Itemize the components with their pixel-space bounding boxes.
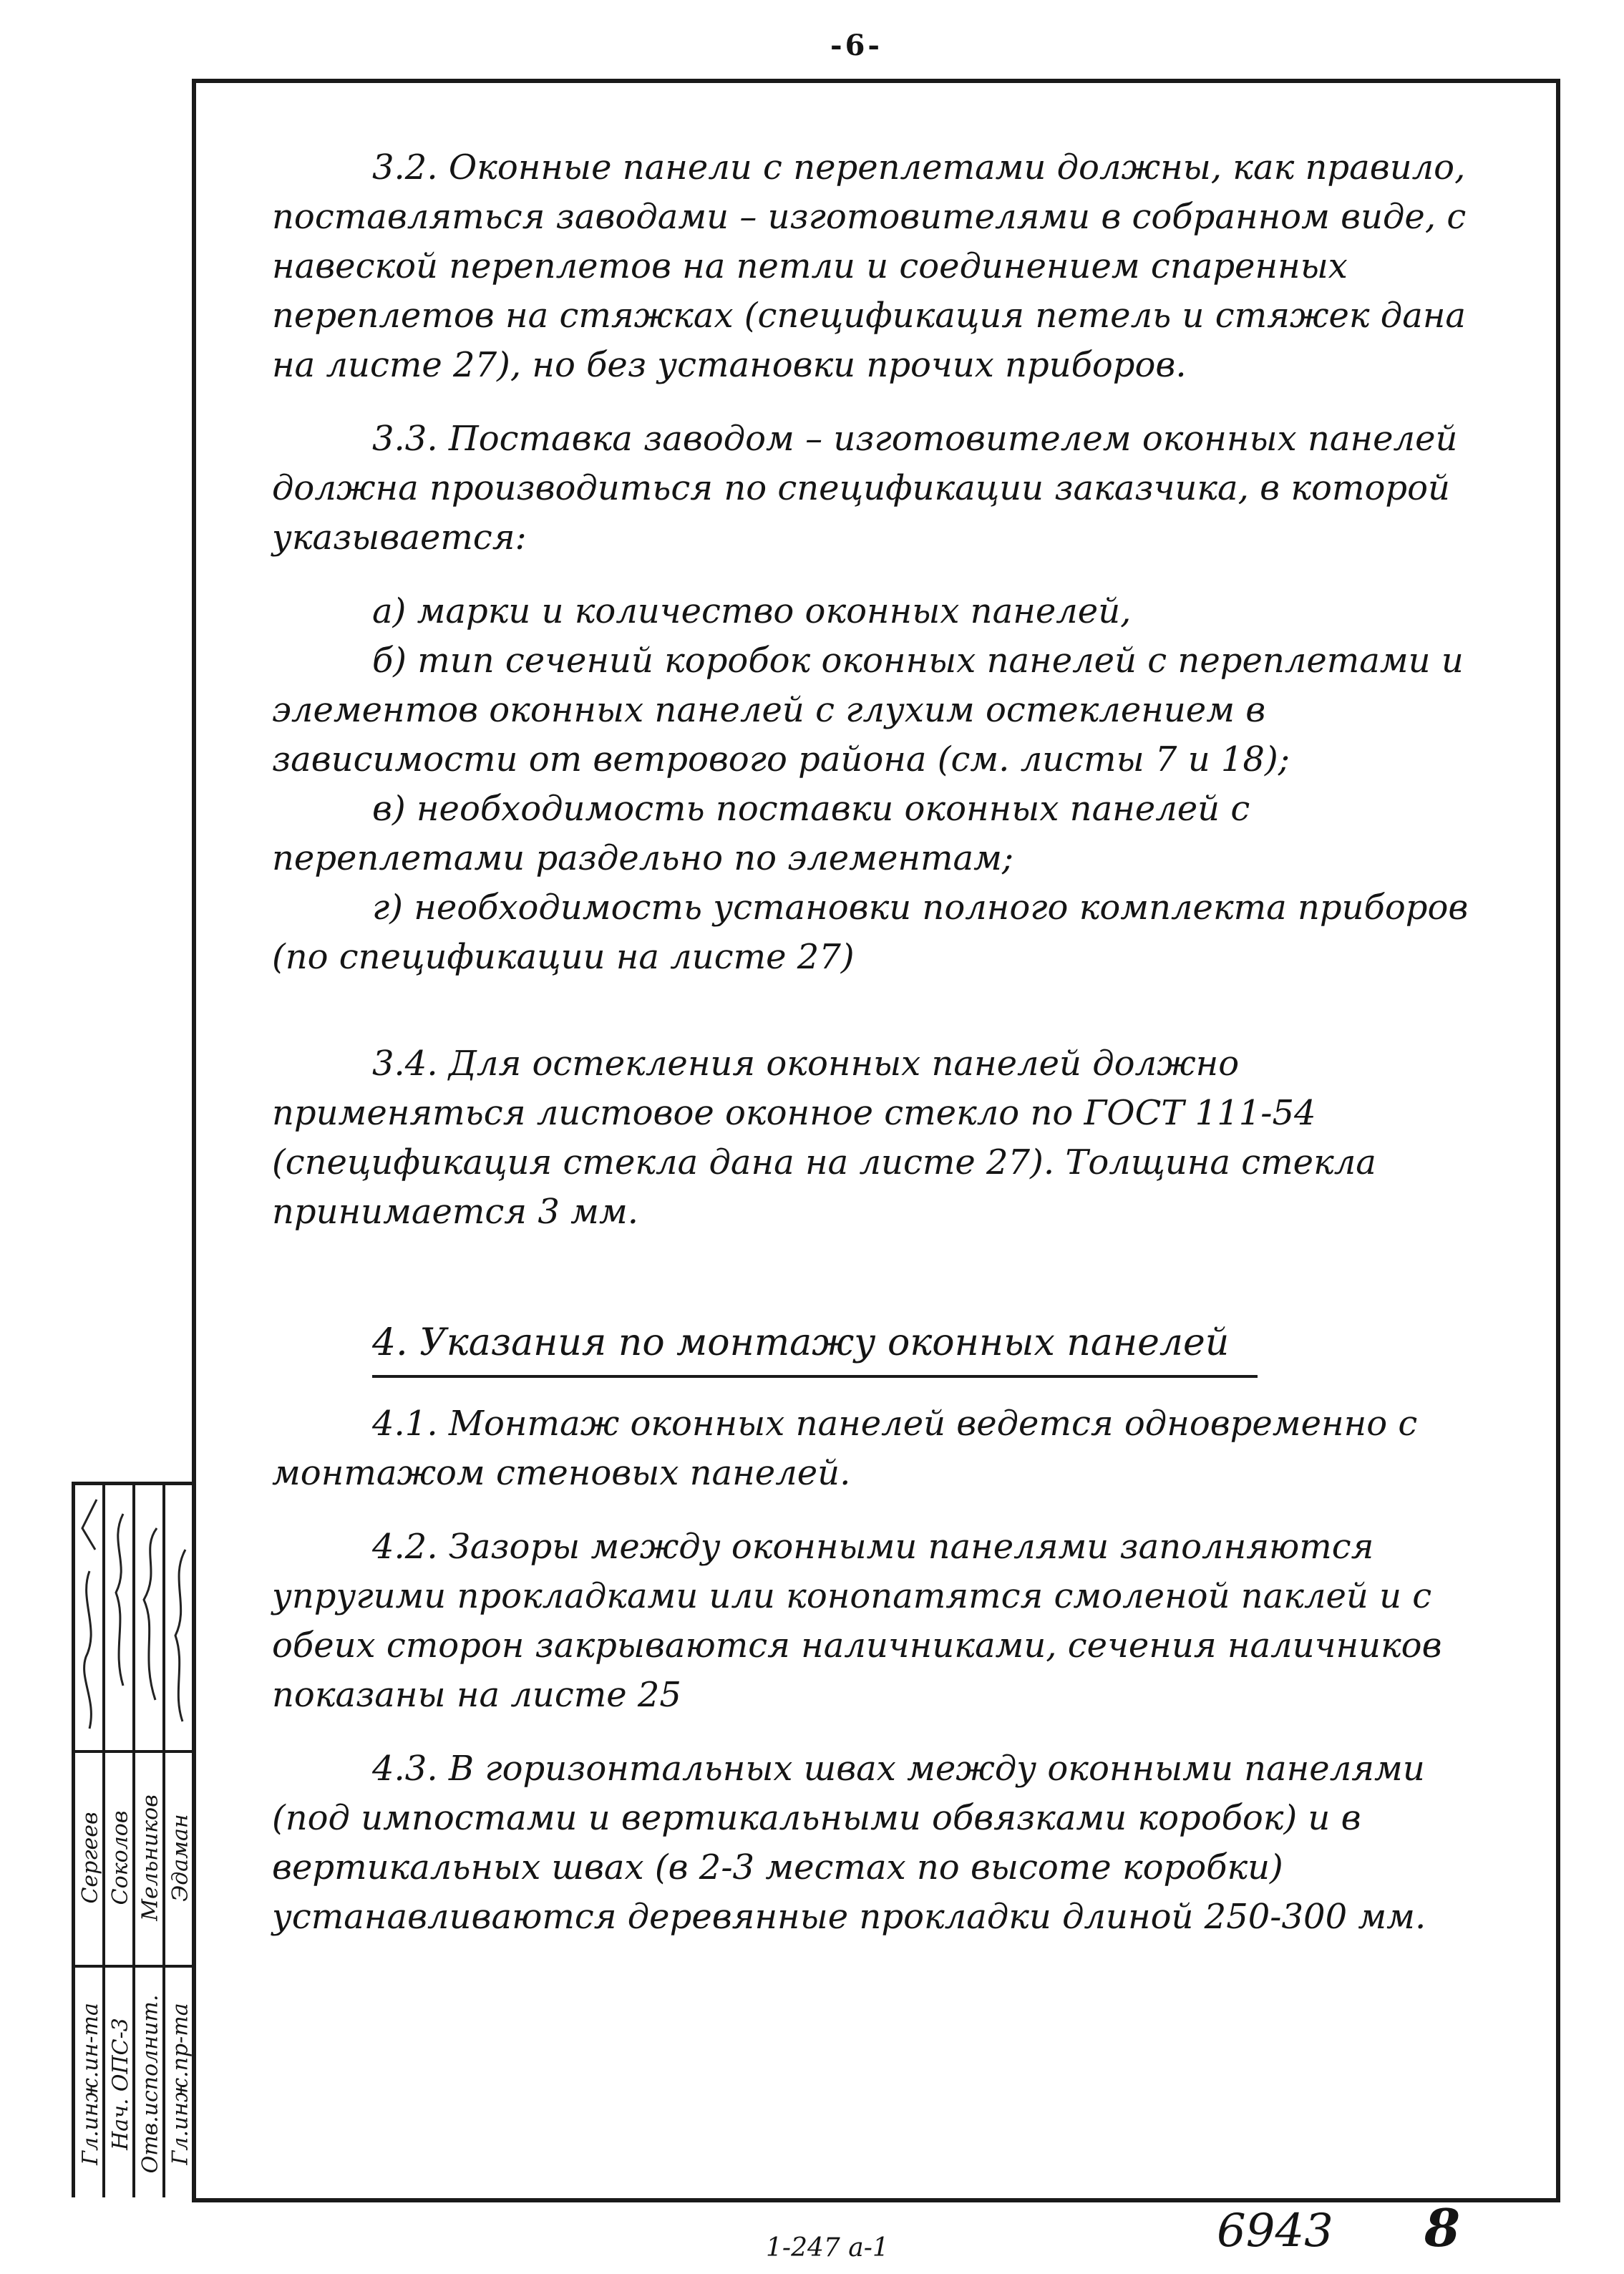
section-4-heading: 4. Указания по монтажу оконных панелей <box>372 1318 1258 1378</box>
document-body <box>272 143 1489 1966</box>
signature-2 <box>105 1485 135 1753</box>
list-item-v: в) необходимость поставки оконных панелей с переплетами раздельно по элементам; <box>272 789 1250 878</box>
title-block-row-3 <box>135 1485 165 2197</box>
signature-4 <box>165 1485 195 1753</box>
title-block-row-4 <box>165 1485 195 2197</box>
footer-number: 6943 <box>1217 2205 1333 2258</box>
list-item-g: г) необходимость установки полного комплекта приборов (по спецификации на листе 27) <box>272 888 1469 977</box>
footer-sheet-number: 8 <box>1424 2197 1461 2258</box>
title-block-name: Эдаман <box>167 1813 193 1902</box>
title-block-name: Мельников <box>137 1794 163 1921</box>
title-block-name: Сергеев <box>77 1811 103 1904</box>
title-block-role: Отв.исполнит. <box>135 1965 165 2200</box>
list-item-b: б) тип сечений коробок оконных панелей с переплетами и элементов оконных панелей с глухим остеклением в зависимости от ветрового района (см. листы 7 и 18); <box>272 641 1464 779</box>
title-block-role: Гл.инж.ин-та <box>75 1965 105 2200</box>
title-block-row-1 <box>75 1485 105 2197</box>
signature-3 <box>135 1485 165 1753</box>
title-block-role: Нач. ОПС-3 <box>105 1965 135 2200</box>
paragraph-3-4: 3.4. Для остекления оконных панелей должно применяться листовое оконное стекло по ГОСТ 111-54 (спецификация стекла дана на листе 27). Толщина стекла принимается 3 мм. <box>272 1044 1376 1232</box>
title-block-name: Соколов <box>107 1810 133 1905</box>
title-block-row-2 <box>105 1485 135 2197</box>
list-item-a: а) марки и количество оконных панелей, <box>372 591 1132 631</box>
signature-1 <box>75 1485 105 1753</box>
title-block-role: Гл.инж.пр-та <box>165 1965 195 2200</box>
paragraph-3-3: 3.3. Поставка заводом – изготовителем оконных панелей должна производиться по спецификации заказчика, в которой указывается: <box>272 419 1458 558</box>
footer-code: 1-247 а-1 <box>766 2233 889 2263</box>
paragraph-4-2: 4.2. Зазоры между оконными панелями заполняются упругими прокладками или конопатятся смоленой паклей и с обеих сторон закрываются наличниками, сечения наличников показаны на листе 25 <box>272 1527 1442 1715</box>
paragraph-4-3: 4.3. В горизонтальных швах между оконными панелями (под импостами и вертикальными обвязками коробок) и в вертикальных швах (в 2-3 местах по высоте коробки) устанавливаются деревянные прокладки длиной 250-300 мм. <box>272 1749 1426 1937</box>
paragraph-3-2: 3.2. Оконные панели с переплетами должны, как правило, поставляться заводами – изготовителями в собранном виде, с навеской переплетов на петли и соединением спаренных переплетов на стяжках (спецификация петель и стяжек дана на листе 27), но без установки прочих приборов. <box>272 147 1467 385</box>
title-block <box>72 1482 195 2197</box>
page-number: -6- <box>830 29 883 62</box>
paragraph-4-1: 4.1. Монтаж оконных панелей ведется одновременно с монтажом стеновых панелей. <box>272 1404 1418 1493</box>
